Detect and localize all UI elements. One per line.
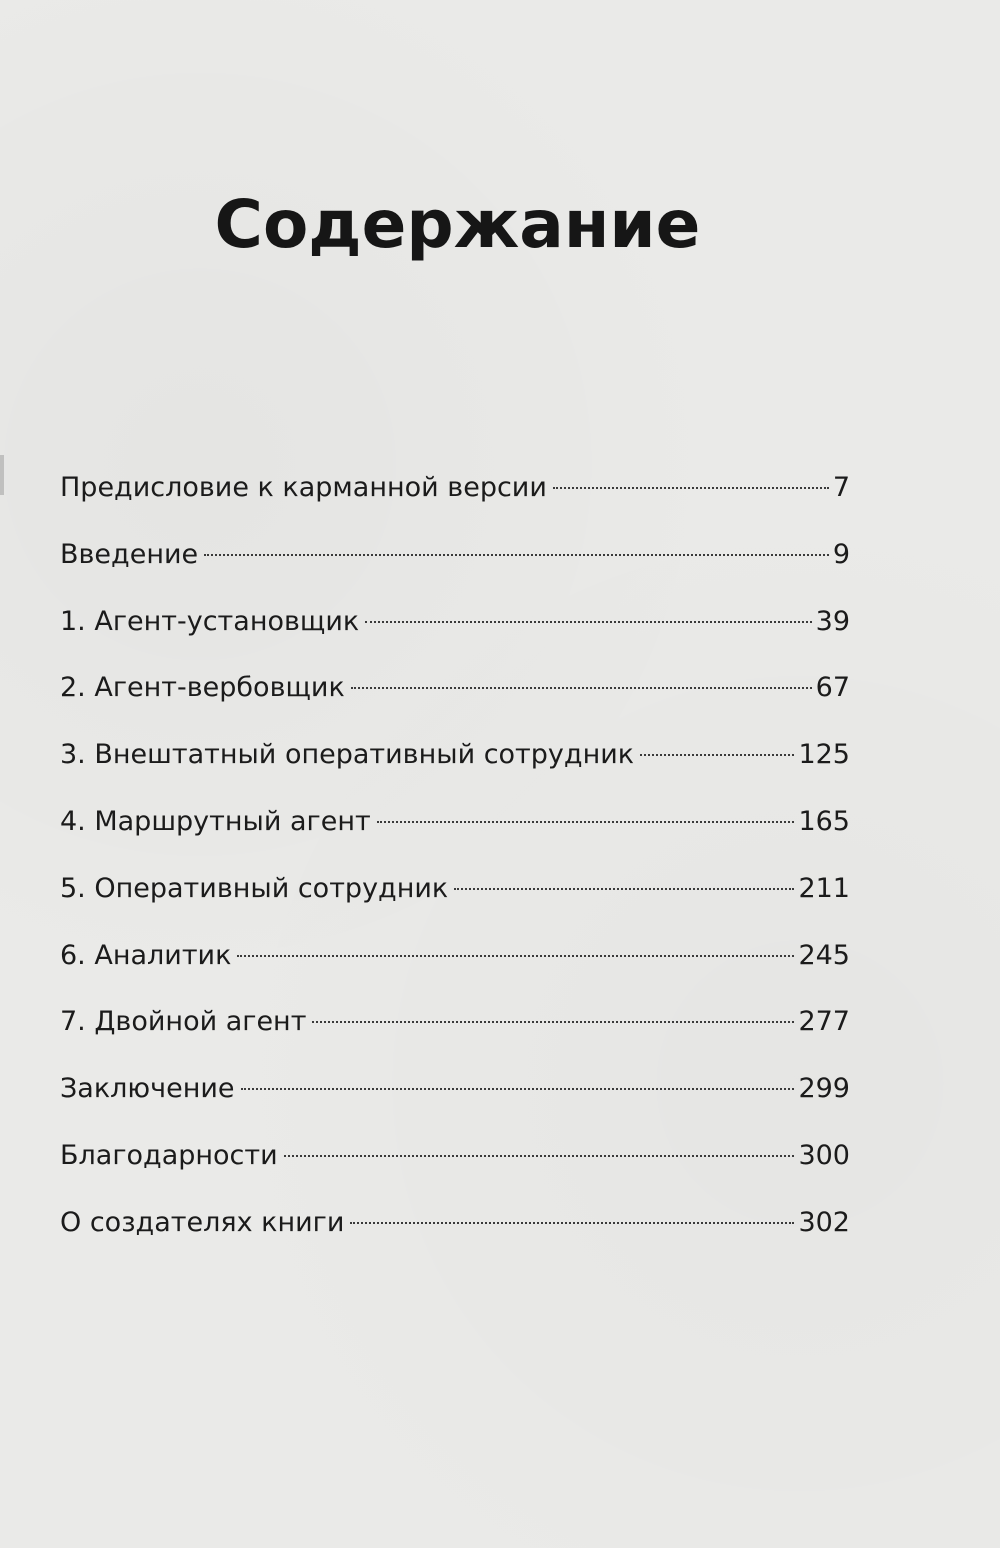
dot-leader	[640, 754, 794, 756]
toc-entry	[60, 600, 850, 667]
toc-entry	[60, 666, 850, 733]
toc-entry	[60, 733, 850, 800]
toc-entry-title: 7. Двойной агент	[60, 1006, 307, 1038]
table-of-contents	[60, 466, 850, 1268]
toc-entry	[60, 1201, 850, 1268]
dot-leader	[312, 1021, 794, 1023]
toc-entry	[60, 533, 850, 600]
toc-entry-page: 245	[798, 939, 850, 971]
toc-entry-page: 67	[815, 672, 850, 704]
toc-entry-page: 302	[798, 1206, 850, 1238]
scan-edge-mark	[0, 455, 4, 495]
toc-entry-title: Благодарности	[60, 1139, 278, 1171]
toc-entry	[60, 800, 850, 867]
toc-entry-page: 7	[832, 472, 850, 503]
page-title: Содержание	[214, 186, 701, 263]
toc-entry-page: 9	[832, 538, 850, 570]
dot-leader	[284, 1155, 795, 1157]
dot-leader	[553, 487, 829, 489]
toc-entry-page: 211	[798, 872, 850, 904]
toc-entry	[60, 867, 850, 934]
toc-entry-title: 2. Агент-вербовщик	[60, 672, 345, 704]
toc-entry-title: Предисловие к карманной версии	[60, 472, 547, 503]
toc-entry-title: 6. Аналитик	[60, 939, 232, 971]
dot-leader	[350, 1222, 794, 1224]
toc-entry	[60, 1067, 850, 1134]
toc-entry	[60, 1000, 850, 1067]
dot-leader	[365, 621, 811, 623]
toc-entry-title: 1. Агент-установщик	[60, 605, 360, 637]
dot-leader	[454, 888, 794, 890]
dot-leader	[351, 687, 812, 689]
dot-leader	[377, 821, 795, 823]
dot-leader	[241, 1088, 795, 1090]
toc-entry-title: О создателях книги	[60, 1206, 345, 1238]
toc-entry-page: 299	[798, 1073, 850, 1105]
toc-entry-title: Введение	[60, 538, 199, 570]
toc-entry-page: 125	[798, 739, 850, 771]
dot-leader	[237, 955, 794, 957]
toc-entry-page: 300	[798, 1139, 850, 1171]
toc-entry	[60, 1134, 850, 1201]
toc-entry-title: 4. Маршрутный агент	[60, 805, 371, 837]
toc-entry-page: 165	[798, 805, 850, 837]
toc-entry-page: 39	[815, 605, 850, 637]
toc-entry-page: 277	[798, 1006, 850, 1038]
toc-entry	[60, 466, 850, 533]
toc-entry-title: 3. Внештатный оперативный сотрудник	[60, 739, 635, 771]
toc-entry-title: Заключение	[60, 1073, 235, 1105]
toc-entry	[60, 934, 850, 1001]
dot-leader	[204, 554, 829, 556]
toc-entry-title: 5. Оперативный сотрудник	[60, 872, 449, 904]
